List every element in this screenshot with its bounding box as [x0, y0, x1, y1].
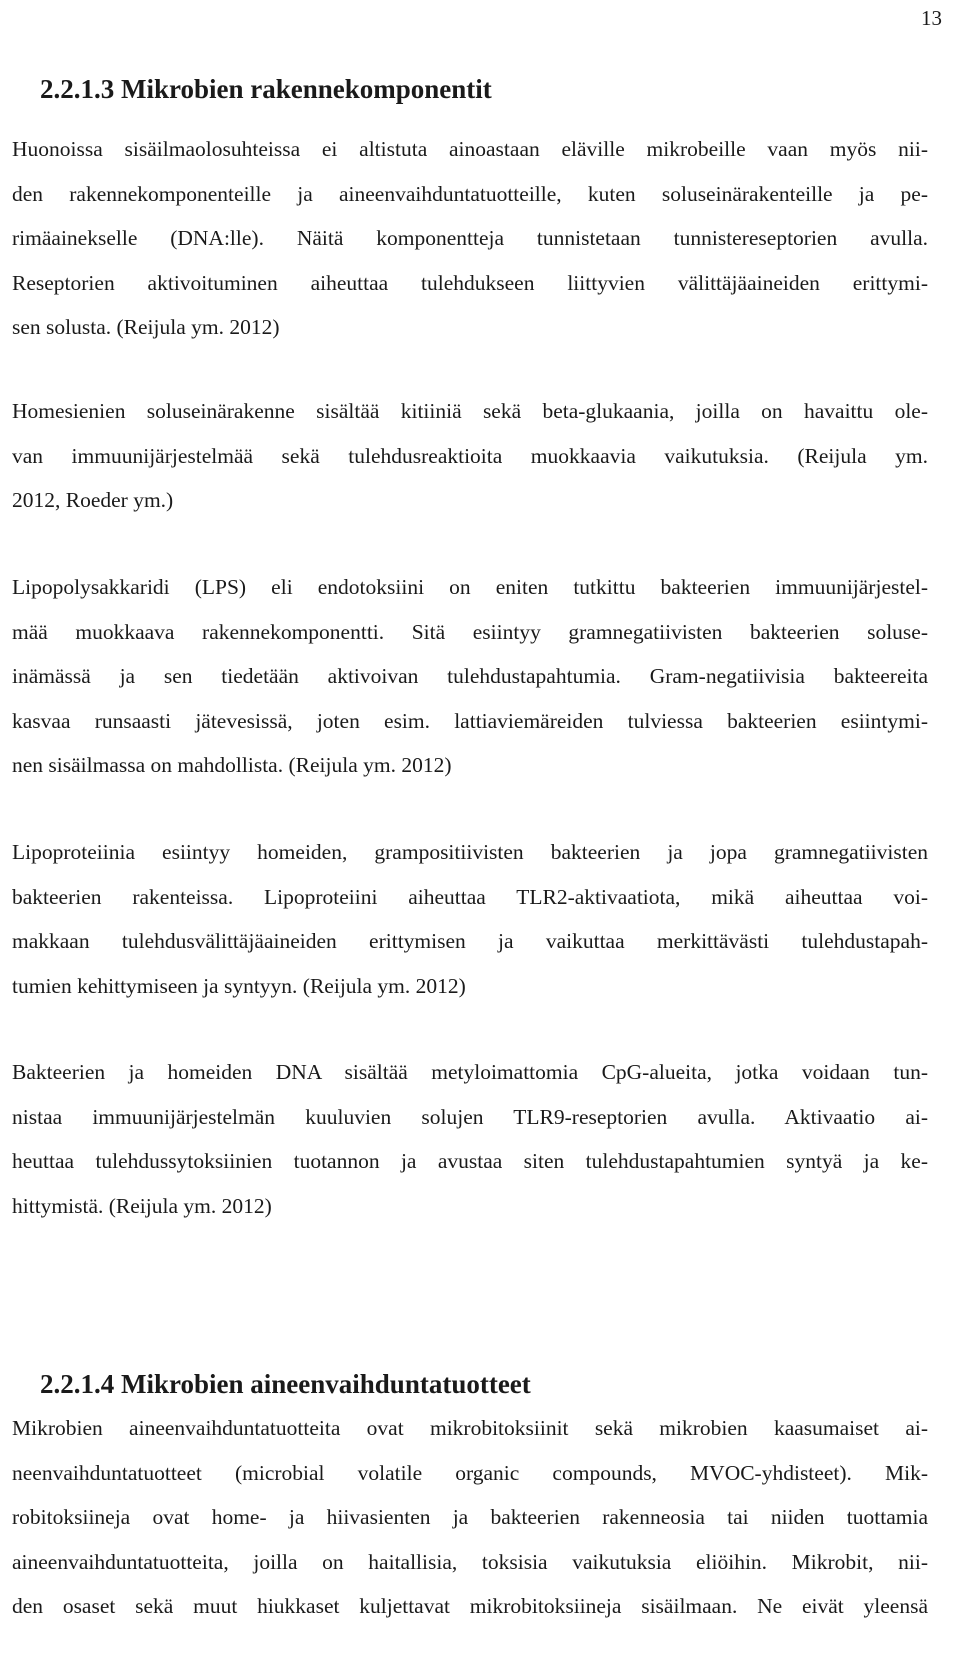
text-line: neenvaihduntatuotteet (microbial volatile organic compounds, MVOC-yhdisteet). Mik- — [12, 1460, 928, 1485]
text-line: inämässä ja sen tiedetään aktivoivan tulehdustapahtumia. Gram-negatiivisia bakteereita — [12, 664, 928, 688]
text-line: bakteerien rakenteissa. Lipoproteiini aiheuttaa TLR2-aktivaatiota, mikä aiheuttaa voi- — [12, 884, 928, 909]
text-line: nen sisäilmassa on mahdollista. (Reijula ym. 2012) — [12, 753, 452, 777]
text-line: Lipoproteiinia esiintyy homeiden, grampositiivisten bakteerien ja jopa gramnegatiivisten — [12, 840, 928, 864]
text-line: den rakennekomponenteille ja aineenvaihduntatuotteille, kuten soluseinärakenteille ja pe- — [12, 181, 928, 206]
text-line: den osaset sekä muut hiukkaset kuljettavat mikrobitoksiineja sisäilmaan. Ne eivät yleensä — [12, 1594, 928, 1618]
text-line: Huonoissa sisäilmaolosuhteissa ei altistuta ainoastaan eläville mikrobeille vaan myös nii- — [12, 137, 928, 161]
paragraph — [12, 1050, 928, 1228]
text-line: sen solusta. (Reijula ym. 2012) — [12, 315, 280, 339]
text-line: heuttaa tulehdussytoksiinien tuotannon ja avustaa siten tulehdustapahtumien syntyä ja ke- — [12, 1149, 928, 1173]
paragraph — [12, 389, 928, 523]
text-line: aineenvaihduntatuotteita, joilla on haitallisia, toksisia vaikutuksia eliöihin. Mikrobit, nii- — [12, 1549, 928, 1574]
text-line: Bakteerien ja homeiden DNA sisältää metyloimattomia CpG-alueita, jotka voidaan tun- — [12, 1060, 928, 1084]
paragraph — [12, 565, 928, 788]
text-line: rimäainekselle (DNA:lle). Näitä komponentteja tunnistetaan tunnistereseptorien avulla. — [12, 226, 928, 250]
text-line: tumien kehittymiseen ja syntyyn. (Reijula ym. 2012) — [12, 973, 466, 998]
text-line: van immuunijärjestelmää sekä tulehdusreaktioita muokkaavia vaikutuksia. (Reijula ym. — [12, 443, 928, 468]
text-line: mää muokkaava rakennekomponentti. Sitä esiintyy gramnegatiivisten bakteerien soluse- — [12, 619, 928, 644]
text-line: Homesienien soluseinärakenne sisältää kitiiniä sekä beta-glukaania, joilla on havaittu ole- — [12, 399, 928, 423]
section-heading-mikrobien-rakennekomponentit: 2.2.1.3 Mikrobien rakennekomponentit — [40, 74, 492, 104]
section-heading-mikrobien-aineenvaihduntatuotteet: 2.2.1.4 Mikrobien aineenvaihduntatuotteet — [40, 1369, 531, 1399]
text-line: Reseptorien aktivoituminen aiheuttaa tulehdukseen liittyvien välittäjäaineiden erittymi- — [12, 270, 928, 295]
text-line: makkaan tulehdusvälittäjäaineiden erittymisen ja vaikuttaa merkittävästi tulehdustapah- — [12, 929, 928, 953]
text-line: hittymistä. (Reijula ym. 2012) — [12, 1193, 272, 1218]
text-line: 2012, Roeder ym.) — [12, 488, 174, 512]
paragraph — [12, 1406, 928, 1629]
paragraph — [12, 127, 928, 350]
text-line: Mikrobien aineenvaihduntatuotteita ovat mikrobitoksiinit sekä mikrobien kaasumaiset ai- — [12, 1416, 928, 1440]
text-line: Lipopolysakkaridi (LPS) eli endotoksiini on eniten tutkittu bakteerien immuunijärjestel- — [12, 575, 928, 599]
paragraph — [12, 830, 928, 1008]
page-number: 13 — [921, 6, 942, 30]
text-line: kasvaa runsaasti jätevesissä, joten esim. lattiaviemäreiden tulviessa bakteerien esiintymi- — [12, 708, 928, 733]
text-line: robitoksiineja ovat home- ja hiivasienten ja bakteerien rakenneosia tai niiden tuottamia — [12, 1505, 928, 1529]
text-line: nistaa immuunijärjestelmän kuuluvien solujen TLR9-reseptorien avulla. Aktivaatio ai- — [12, 1104, 928, 1129]
